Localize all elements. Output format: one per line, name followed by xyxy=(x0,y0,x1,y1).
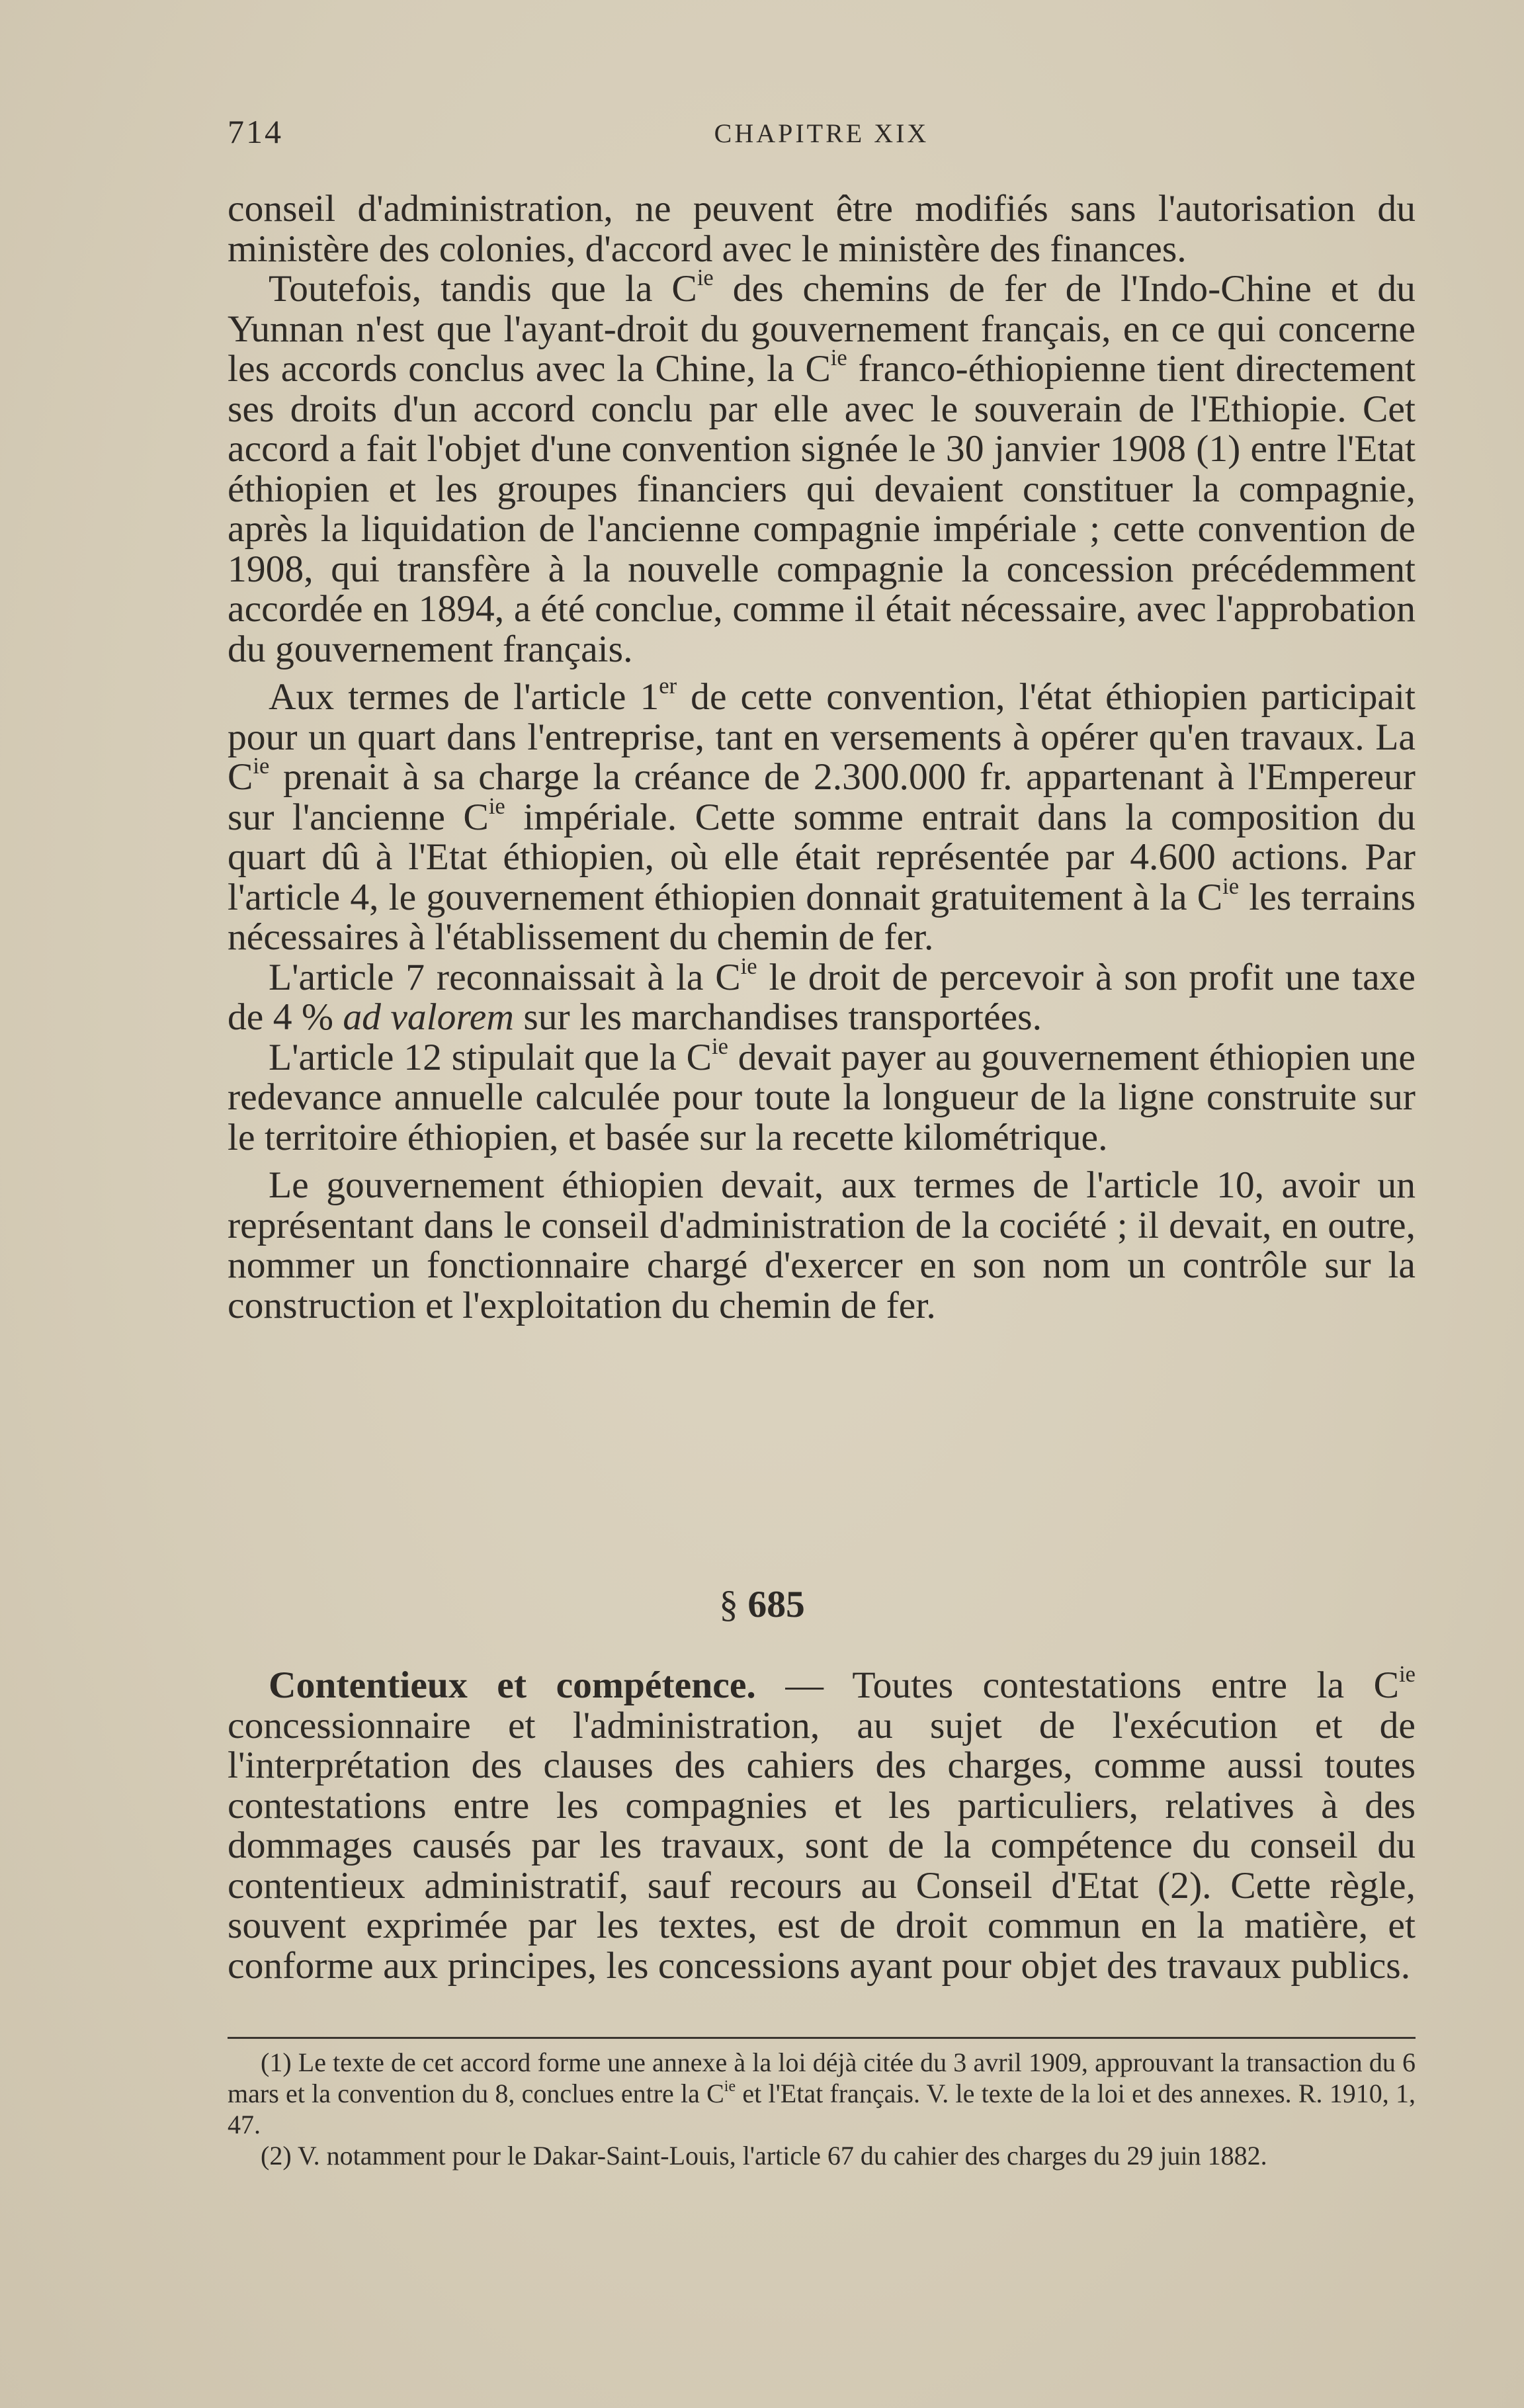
section-symbol: § xyxy=(719,1584,738,1625)
footnote-2: (2) V. notamment pour le Dakar-Saint-Louis, l'article 67 du cahier des charges du 29 juin 1882. xyxy=(261,2141,1267,2171)
paragraph-6: Le gouvernement éthiopien devait, aux termes de l'article 10, avoir un représentant dans le conseil d'administration de la cociété ; il devait, en outre, nommer un fonctionnaire chargé d'exercer en son nom un contrôle sur la construction et l'exploitation du chemin de fer. xyxy=(228,1164,1416,1326)
paragraph-5: L'article 12 stipulait que la $C^{ie}$ devait payer au gouvernement éthiopien une redevance annuelle calculée pour toute la longueur de la ligne construite sur le territoire éthiopien, et basée sur la recette kilométrique. xyxy=(228,1033,1416,1158)
section-number: 685 xyxy=(747,1584,805,1625)
main-text xyxy=(228,189,1416,1326)
section-heading xyxy=(0,1585,1524,1625)
page-header xyxy=(228,112,1416,159)
footnote-rule xyxy=(228,2037,1416,2039)
paragraph-4: L'article 7 reconnaissait à la $C^{ie}$ le droit de percevoir à son profit une taxe de 4 % ad valorem sur les marchandises transportées. xyxy=(228,953,1416,1038)
paragraph-2: Toutefois, tandis que la $C^{ie}$ des chemins de fer de l'Indo-Chine et du Yunnan n'est que l'ayant-droit du gouvernement français, en ce qui concerne les accords conclus avec la Chine, la $C^{ie}$ franco-éthiopienne tient directement ses droits d'un accord conclu par elle avec le souverain de l'Ethiopie. Cet accord a fait l'objet d'une convention signée le 30 janvier 1908 (1) entre l'Etat éthiopien et les groupes financiers qui devaient constituer la compagnie, après la liquidation de l'ancienne compagnie impériale ; cette convention de 1908, qui transfère à la nouvelle compagnie la concession précédemment accordée en 1894, a été conclue, comme il était nécessaire, avec l'approbation du gouvernement français. xyxy=(228,265,1416,670)
running-head: CHAPITRE XIX xyxy=(714,118,929,148)
section-rubric: Contentieux et compétence. xyxy=(269,1664,756,1706)
section-text xyxy=(228,1661,1416,1987)
section-paragraph: Contentieux et compétence. — Toutes contestations entre la $C^{ie}$ concessionnaire et l'administration, au sujet de l'exécution et de l'interprétation des clauses des cahiers des charges, comme aussi toutes contestations entre les compagnies et les particuliers, relatives à des dommages causés par les travaux, sont de la compétence du conseil du contentieux administratif, sauf recours au Conseil d'Etat (2). Cette règle, souvent exprimée par les textes, est de droit commun en la matière, et conforme aux principes, les concessions ayant pour objet des travaux publics. xyxy=(228,1661,1416,1987)
paragraph-1: conseil d'administration, ne peuvent être modifiés sans l'autorisation du ministère des colonies, d'accord avec le ministère des finances. xyxy=(228,188,1416,270)
paragraph-3: Aux termes de l'article 1er de cette convention, l'état éthiopien participait pour un quart dans l'entreprise, tant en versements à opérer qu'en travaux. La $C^{ie}$ prenait à sa charge la créance de 2.300.000 fr. appartenant à l'Empereur sur l'ancienne $C^{ie}$ impériale. Cette somme entrait dans la composition du quart dû à l'Etat éthiopien, où elle était représentée par 4.600 actions. Par l'article 4, le gouvernement éthiopien donnait gratuitement à la $C^{ie}$ les terrains nécessaires à l'établissement du chemin de fer. xyxy=(228,673,1416,958)
footnotes xyxy=(228,2047,1416,2171)
page-number: 714 xyxy=(228,113,283,150)
footnote-1: (1) Le texte de cet accord forme une annexe à la loi déjà citée du 3 avril 1909, approuvant la transaction du 6 mars et la convention du 8, conclues entre la $C^{ie}$ et l'Etat français. V. le texte de la loi et des annexes. R. 1910, 1, 47. xyxy=(228,2047,1416,2139)
